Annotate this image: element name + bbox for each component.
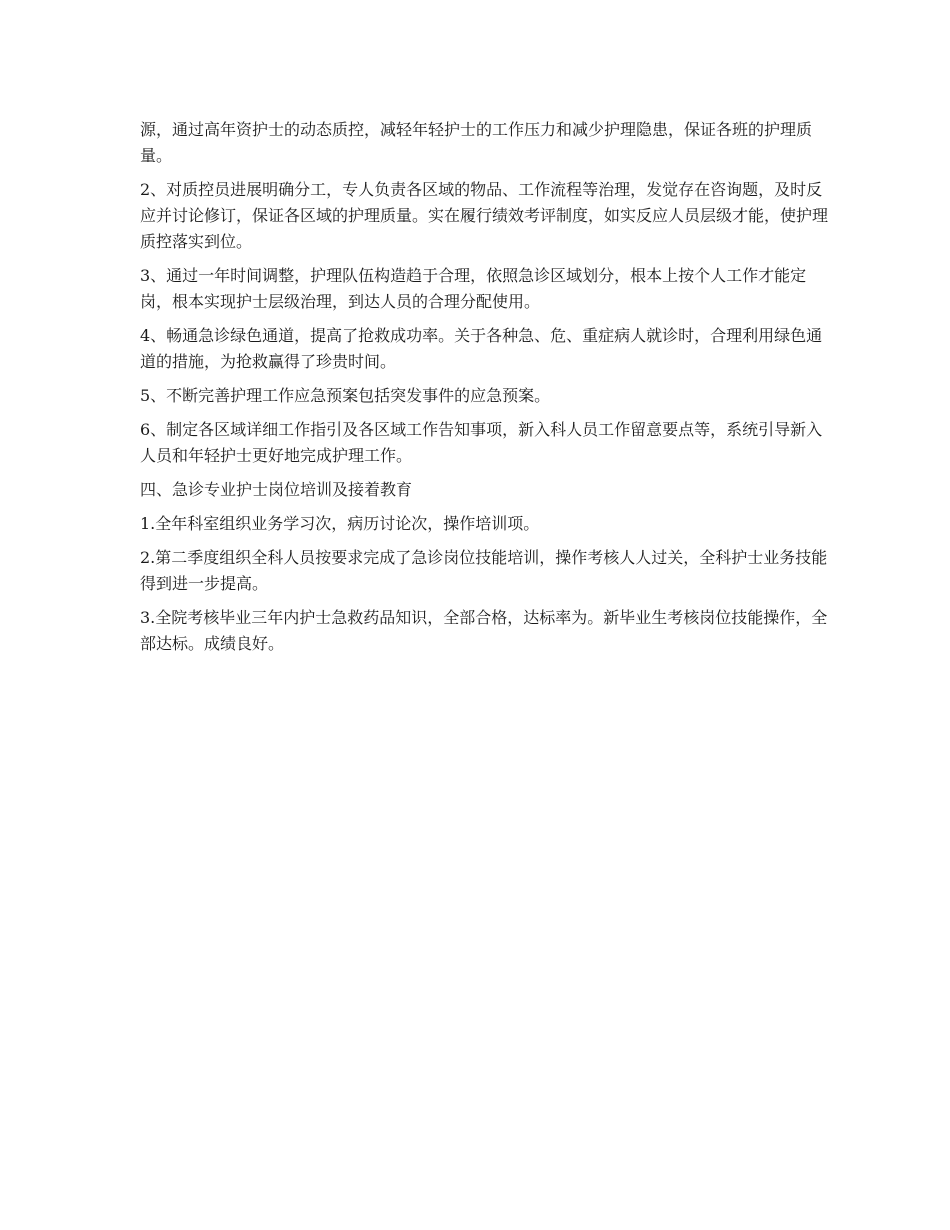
paragraph-training-2: 2.第二季度组织全科人员按要求完成了急诊岗位技能培训，操作考核人人过关，全科护士业务技能得到进一步提高。 [140, 548, 828, 593]
paragraph-item-3: 3、通过一年时间调整，护理队伍构造趋于合理，依照急诊区域划分，根本上按个人工作才能定岗，根本实现护士层级治理，到达人员的合理分配使用。 [140, 266, 807, 311]
document-body [140, 117, 830, 657]
paragraph-continuation: 源，通过高年资护士的动态质控，减轻年轻护士的工作压力和减少护理隐患，保证各班的护理质量。 [140, 120, 813, 165]
paragraph-item-6: 6、制定各区域详细工作指引及各区域工作告知事项，新入科人员工作留意要点等，系统引导新入人员和年轻护士更好地完成护理工作。 [140, 420, 823, 465]
paragraph-item-2: 2、对质控员进展明确分工，专人负责各区域的物品、工作流程等治理，发觉存在咨询题，及时反应并讨论修订，保证各区域的护理质量。实在履行绩效考评制度，如实反应人员层级才能，使护理质控落实到位。 [140, 180, 829, 251]
paragraph-training-1: 1.全年科室组织业务学习次，病历讨论次，操作培训项。 [140, 514, 540, 533]
section-heading-4: 四、急诊专业护士岗位培训及接着教育 [140, 480, 413, 499]
paragraph-item-5: 5、不断完善护理工作应急预案包括突发事件的应急预案。 [140, 386, 551, 405]
paragraph-training-3: 3.全院考核毕业三年内护士急救药品知识，全部合格，达标率为。新毕业生考核岗位技能操作，全部达标。成绩良好。 [140, 608, 828, 653]
paragraph-item-4: 4、畅通急诊绿色通道，提高了抢救成功率。关于各种急、危、重症病人就诊时，合理利用绿色通道的措施，为抢救赢得了珍贵时间。 [140, 326, 823, 371]
